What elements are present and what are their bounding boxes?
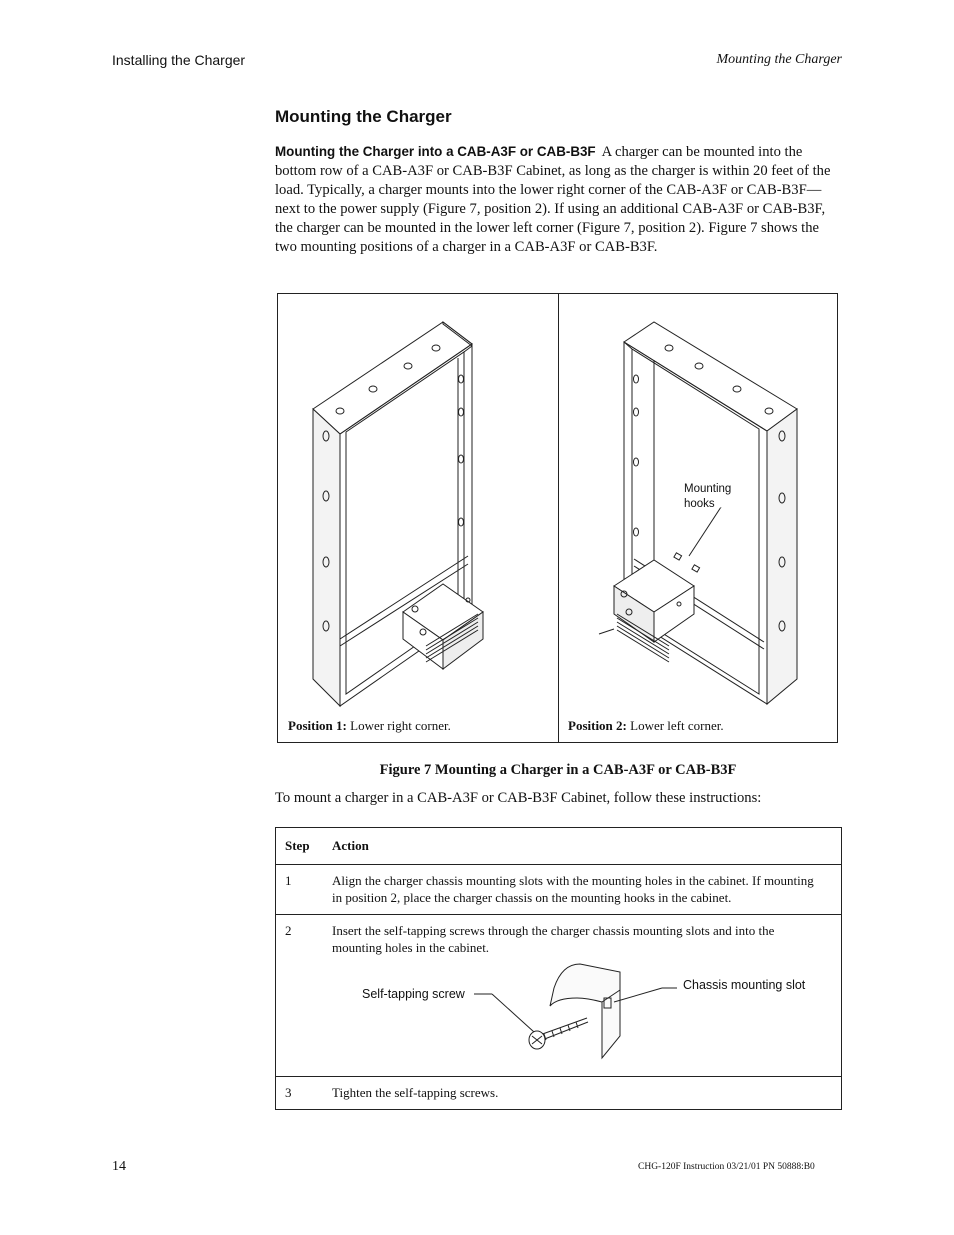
chassis-mounting-slot-label: Chassis mounting slot <box>683 978 806 992</box>
cabinet-position-1-illustration <box>278 294 558 714</box>
position-2-caption: Position 2: Lower left corner. <box>568 718 724 733</box>
mounting-hooks-label: Mounting hooks <box>684 483 732 510</box>
running-header-left: Installing the Charger <box>112 52 246 68</box>
table-row <box>276 1077 842 1110</box>
screw-detail-illustration <box>332 958 827 1068</box>
intro-body: A charger can be mounted into the bottom row of a CAB-A3F or CAB-B3F Cabinet, as long as the charger is within 20 feet of the load. Typically, a charger mounts into the lower right corner of the CAB-A3F or CAB-B3F—next to the power supply (Figure 7, position 2). If using an additional CAB-A3F or CAB-B3F, the charger can be mounted in the lower left corner (Figure 7, position 2). Figure 7 shows the two mounting positions of a charger in a CAB-A3F or CAB-B3F. <box>275 144 831 255</box>
table-row <box>276 915 842 1077</box>
screw-detail-drawing <box>332 958 812 1068</box>
intro-paragraph <box>275 142 841 257</box>
steps-table <box>275 827 842 1110</box>
figure-title: Figure 7 Mounting a Charger in a CAB-A3F or CAB-B3F <box>379 762 737 778</box>
page-number: 14 <box>112 1159 126 1174</box>
step-action: Align the charger chassis mounting slots with the mounting holes in the cabinet. If mounting in position 2, place the charger chassis on the mounting hooks in the cabinet. <box>332 865 842 915</box>
document-id: CHG-120F Instruction 03/21/01 PN 50888:B0 <box>638 1162 815 1172</box>
section-title: Mounting the Charger <box>275 107 452 126</box>
step-number: 1 <box>276 865 333 915</box>
table-row <box>276 865 842 915</box>
table-header-row <box>276 828 842 865</box>
step-number: 3 <box>276 1077 333 1110</box>
step-action: Tighten the self-tapping screws. <box>332 1077 842 1110</box>
position-1-caption: Position 1: Lower right corner. <box>288 718 451 733</box>
self-tapping-screw-label: Self-tapping screw <box>362 987 465 1001</box>
step-action: Insert the self-tapping screws through the charger chassis mounting slots and into the mounting holes in the cabinet. <box>332 923 775 955</box>
column-header-step: Step <box>276 828 333 865</box>
column-header-action: Action <box>332 828 842 865</box>
instructions-intro: To mount a charger in a CAB-A3F or CAB-B3F Cabinet, follow these instructions: <box>275 790 762 806</box>
intro-lead: Mounting the Charger into a CAB-A3F or CAB-B3F <box>275 144 596 159</box>
running-header-right: Mounting the Charger <box>716 52 842 67</box>
figure-7 <box>277 293 838 743</box>
step-number: 2 <box>276 915 333 1077</box>
